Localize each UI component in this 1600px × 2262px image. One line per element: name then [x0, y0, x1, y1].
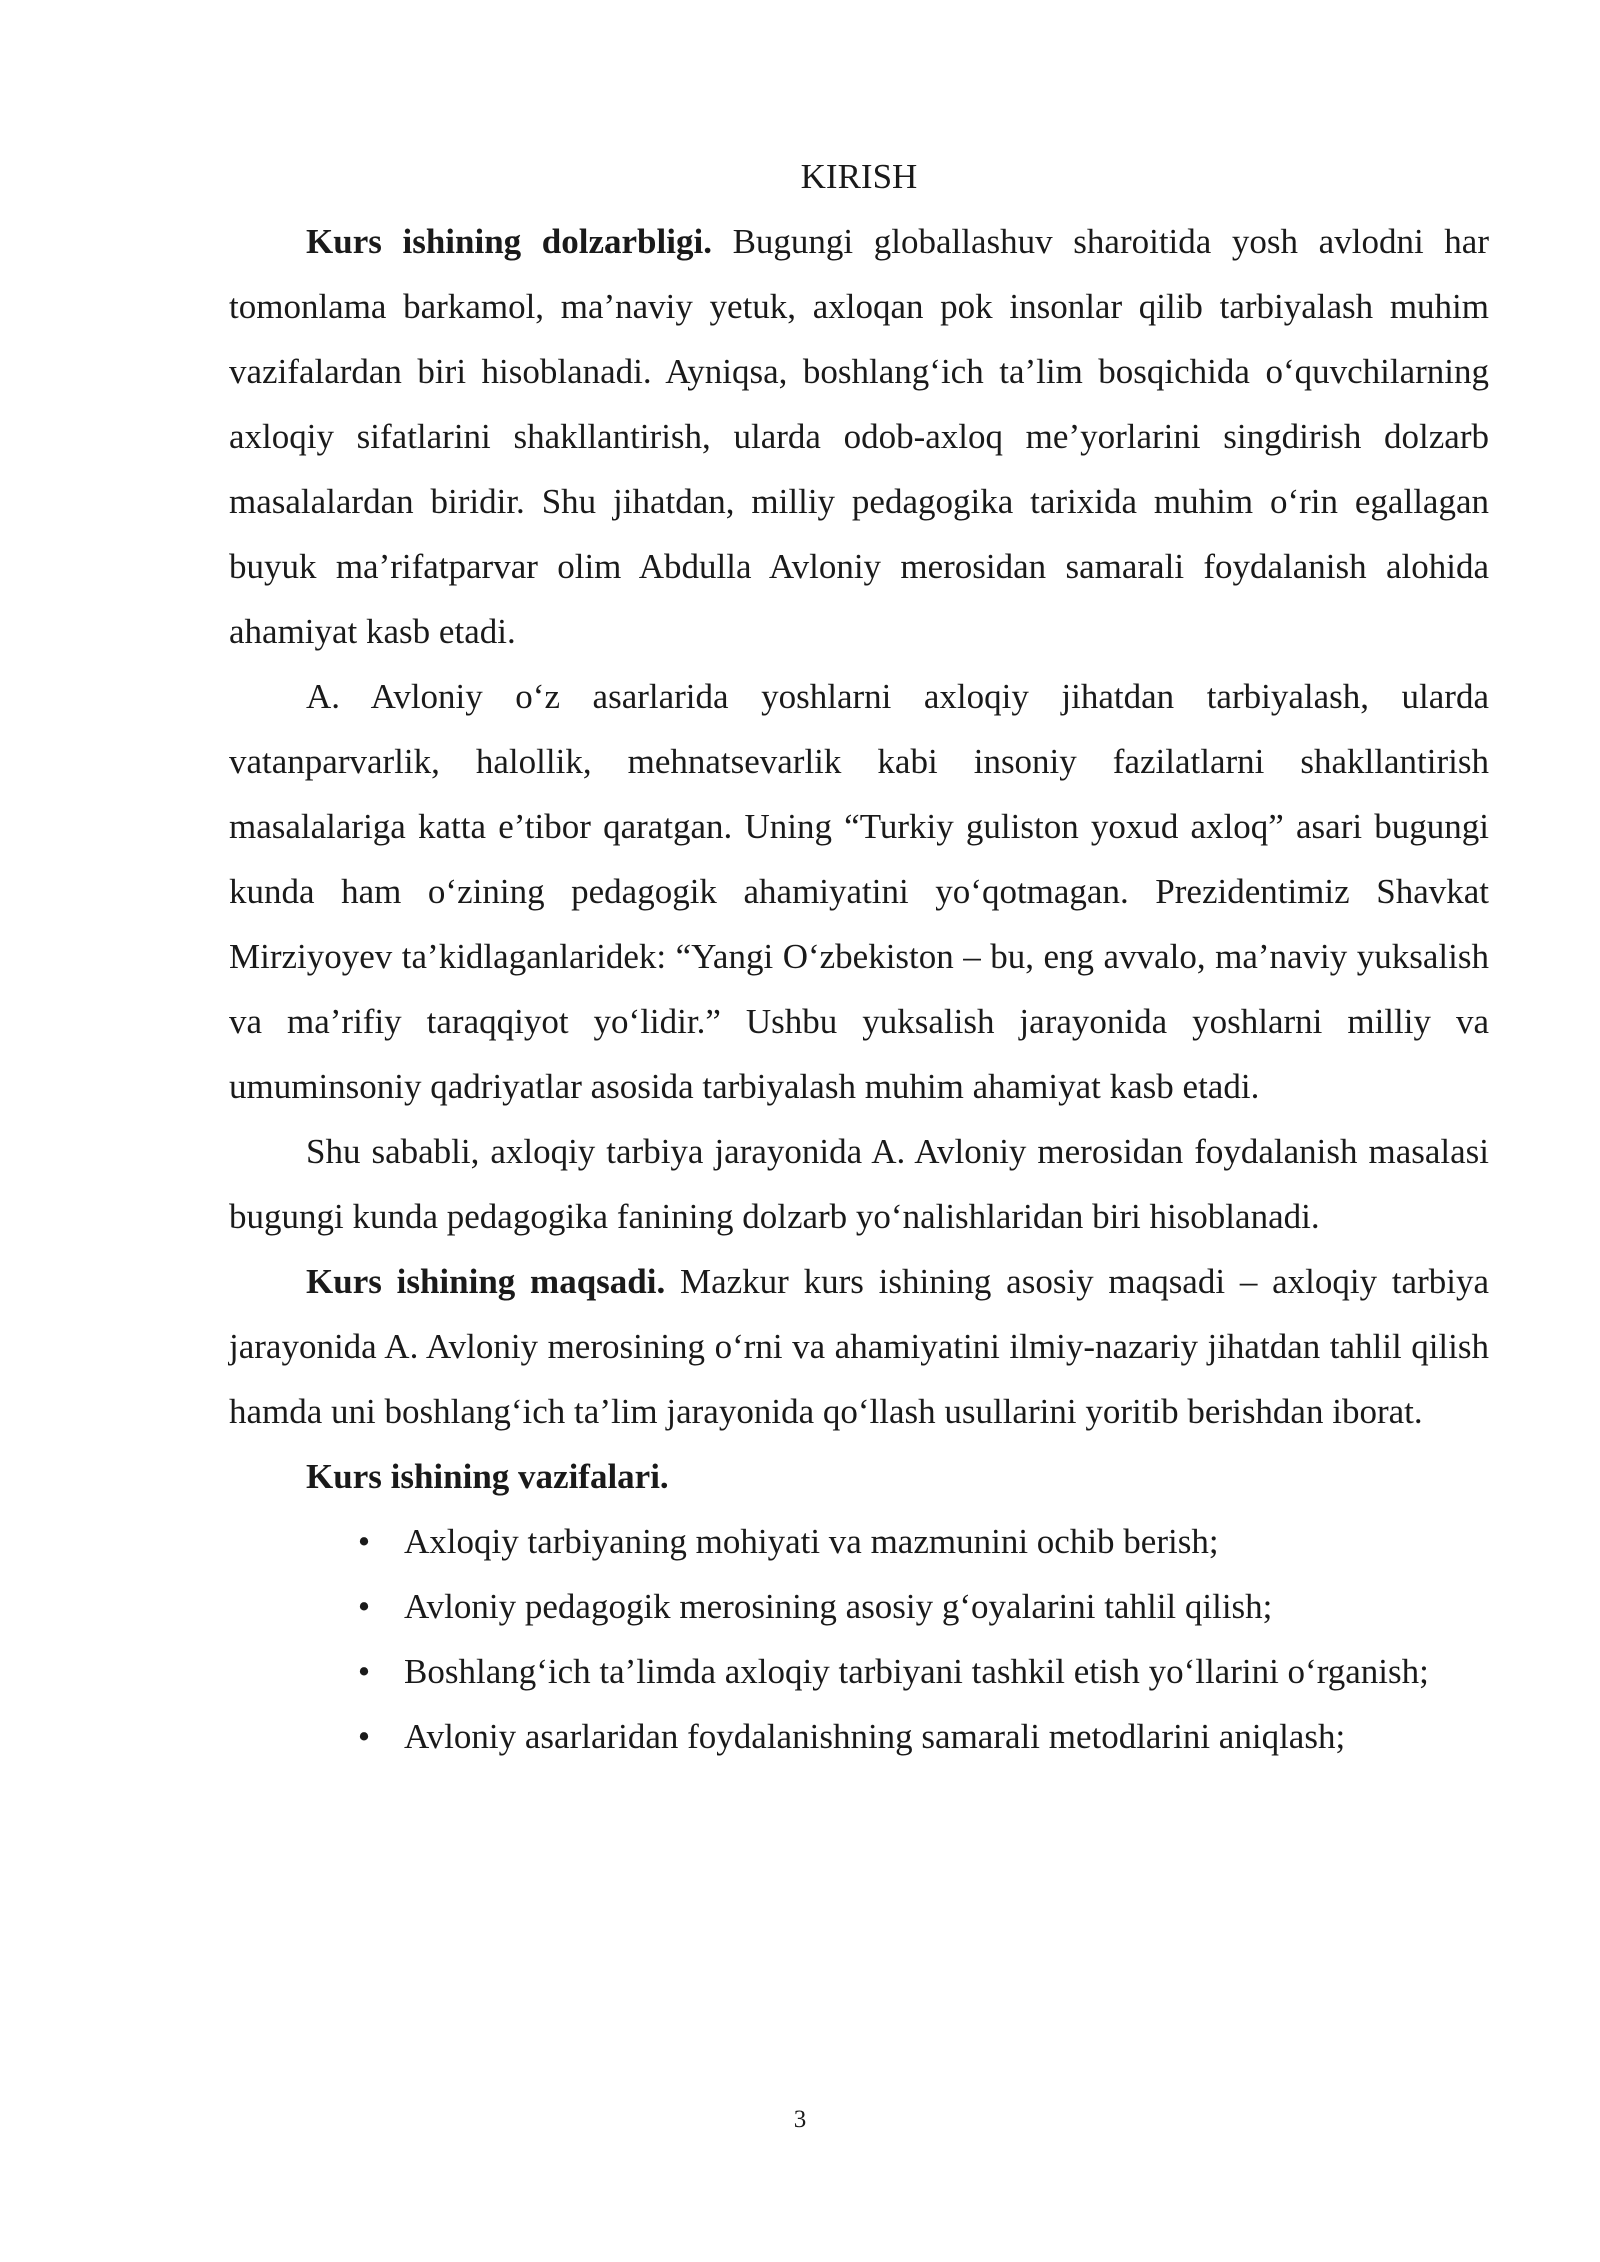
list-item-text: Avloniy pedagogik merosining asosiy g‘oyalarini tahlil qilish; [404, 1587, 1273, 1626]
paragraph-relevance [229, 209, 1489, 664]
tasks-heading: Kurs ishining vazifalari. [306, 1457, 669, 1496]
paragraph-text-relevance: Bugungi globallashuv sharoitida yosh avlodni har tomonlama barkamol, ma’naviy yetuk, axloqan pok insonlar qilib tarbiyalash muhim vazifalardan biri hisoblanadi. Ayniqsa, boshlang‘ich ta’lim bosqichida o‘quvchilarning axloqiy sifatlarini shakllantirish, ularda odob-axloq me’yorlarini singdirish dolzarb masalalardan biridir. Shu jihatdan, milliy pedagogika tarixida muhim o‘rin egallagan buyuk ma’rifatparvar olim Abdulla Avloniy merosidan samarali foydalanish alohida ahamiyat kasb etadi. [229, 222, 1489, 651]
page-content [229, 144, 1489, 1769]
bullet-icon: • [357, 1652, 371, 1691]
list-item [229, 1574, 1489, 1639]
list-item-text: Axloqiy tarbiyaning mohiyati va mazmunini ochib berish; [404, 1522, 1219, 1561]
paragraph-conclusion [229, 1119, 1489, 1249]
list-item-text: Boshlang‘ich ta’limda axloqiy tarbiyani tashkil etish yo‘llarini o‘rganish; [404, 1652, 1429, 1691]
paragraph-text-avloniy-works: A. Avloniy o‘z asarlarida yoshlarni axloqiy jihatdan tarbiyalash, ularda vatanparvarlik, halollik, mehnatsevarlik kabi insoniy fazilatlarni shakllantirish masalalariga katta e’tibor qaratgan. Uning “Turkiy guliston yoxud axloq” asari bugungi kunda ham o‘zining pedagogik ahamiyatini yo‘qotmagan. Prezidentimiz Shavkat Mirziyoyev ta’kidlaganlaridek: “Yangi O‘zbekiston – bu, eng avvalo, ma’naviy yuksalish va ma’rifiy taraqqiyot yo‘lidir.” Ushbu yuksalish jarayonida yoshlarni milliy va umuminsoniy qadriyatlar asosida tarbiyalash muhim ahamiyat kasb etadi. [229, 677, 1489, 1106]
list-item [229, 1509, 1489, 1574]
paragraph-text-conclusion: Shu sababli, axloqiy tarbiya jarayonida A. Avloniy merosidan foydalanish masalasi bugungi kunda pedagogika fanining dolzarb yo‘nalishlaridan biri hisoblanadi. [229, 1132, 1489, 1236]
paragraph-goal [229, 1249, 1489, 1444]
section-heading: KIRISH [800, 157, 918, 196]
paragraph-avloniy-works [229, 664, 1489, 1119]
paragraph-label-goal: Kurs ishining maqsadi. [306, 1262, 666, 1301]
page-number: 3 [793, 2106, 807, 2133]
paragraph-label-relevance: Kurs ishining dolzarbligi. [306, 222, 712, 261]
bullet-icon: • [357, 1522, 371, 1561]
tasks-list [229, 1509, 1489, 1769]
list-item [229, 1639, 1489, 1704]
list-item [229, 1704, 1489, 1769]
bullet-icon: • [357, 1587, 371, 1626]
paragraph-text-goal: Mazkur kurs ishining asosiy maqsadi – axloqiy tarbiya jarayonida A. Avloniy merosining o‘rni va ahamiyatini ilmiy-nazariy jihatdan tahlil qilish hamda uni boshlang‘ich ta’lim jarayonida qo‘llash usullarini yoritib berishdan iborat. [229, 1262, 1489, 1431]
bullet-icon: • [357, 1717, 371, 1756]
list-item-text: Avloniy asarlaridan foydalanishning samarali metodlarini aniqlash; [404, 1717, 1346, 1756]
